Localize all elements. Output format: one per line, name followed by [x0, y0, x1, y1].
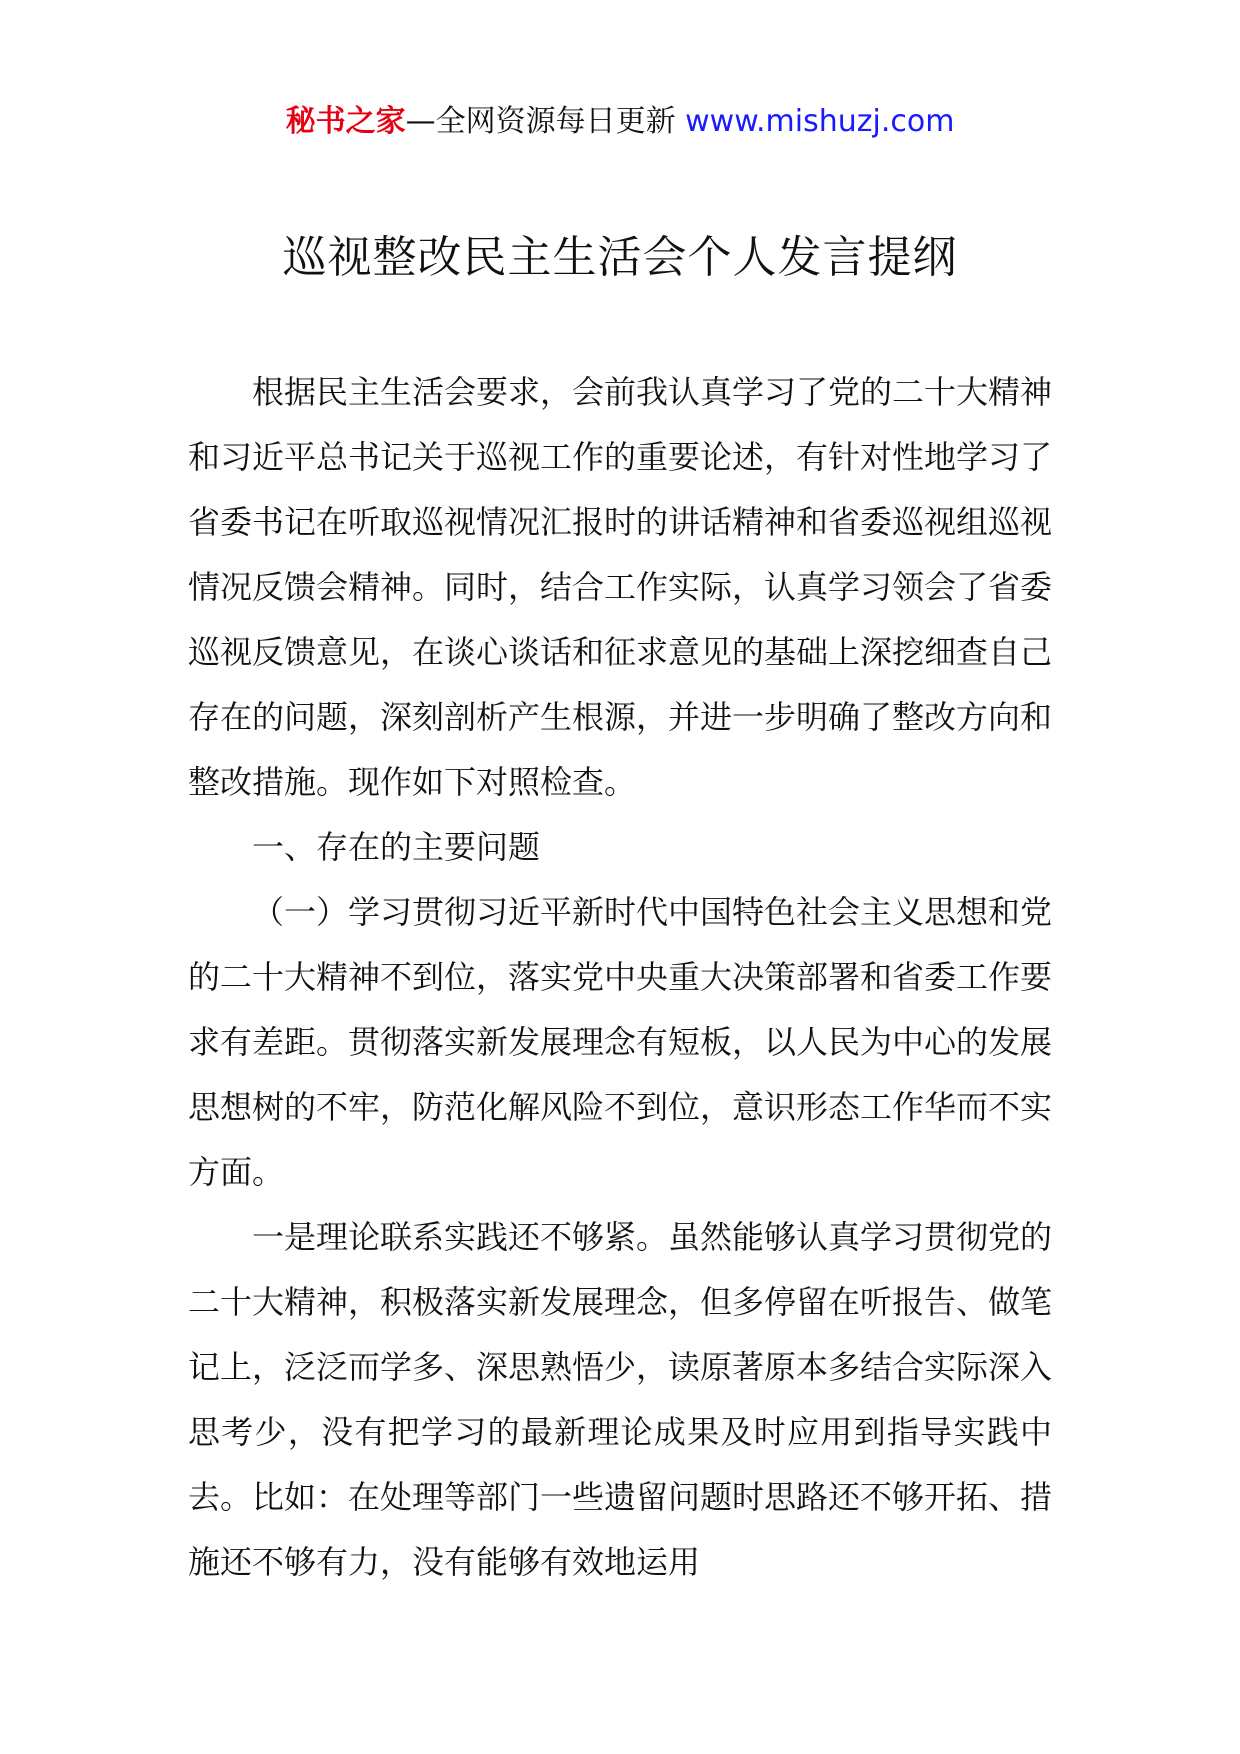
intro-paragraph: 根据民主生活会要求，会前我认真学习了党的二十大精神和习近平总书记关于巡视工作的重要论述，有针对性地学习了省委书记在听取巡视情况汇报时的讲话精神和省委巡视组巡视情况反馈会精神。同时，结合工作实际，认真学习领会了省委巡视反馈意见，在谈心谈话和征求意见的基础上深挖细查自己存在的问题，深刻剖析产生根源，并进一步明确了整改方向和整改措施。现作如下对照检查。: [188, 373, 1053, 801]
subsection-paragraph: （一）学习贯彻习近平新时代中国特色社会主义思想和党的二十大精神不到位，落实党中央重大决策部署和省委工作要求有差距。贯彻落实新发展理念有短板，以人民为中心的发展思想树的不牢，防范化解风险不到位，意识形态工作华而不实方面。: [188, 893, 1053, 1191]
site-url-link[interactable]: www.mishuzj.com: [685, 104, 955, 139]
site-brand: 秘书之家: [285, 104, 406, 139]
document-title: 巡视整改民主生活会个人发言提纲: [282, 232, 958, 283]
site-slogan: —全网资源每日更新: [405, 104, 676, 139]
section-heading: 一、存在的主要问题: [252, 828, 541, 866]
site-header: [0, 100, 1240, 144]
document-body: [188, 360, 1052, 1595]
point-paragraph: 一是理论联系实践还不够紧。虽然能够认真学习贯彻党的二十大精神，积极落实新发展理念，但多停留在听报告、做笔记上，泛泛而学多、深思熟悟少，读原著原本多结合实际深入思考少，没有把学习的最新理论成果及时应用到指导实践中去。比如：在处理等部门一些遗留问题时思路还不够开拓、措施还不够有力，没有能够有效地运用: [188, 1218, 1053, 1581]
